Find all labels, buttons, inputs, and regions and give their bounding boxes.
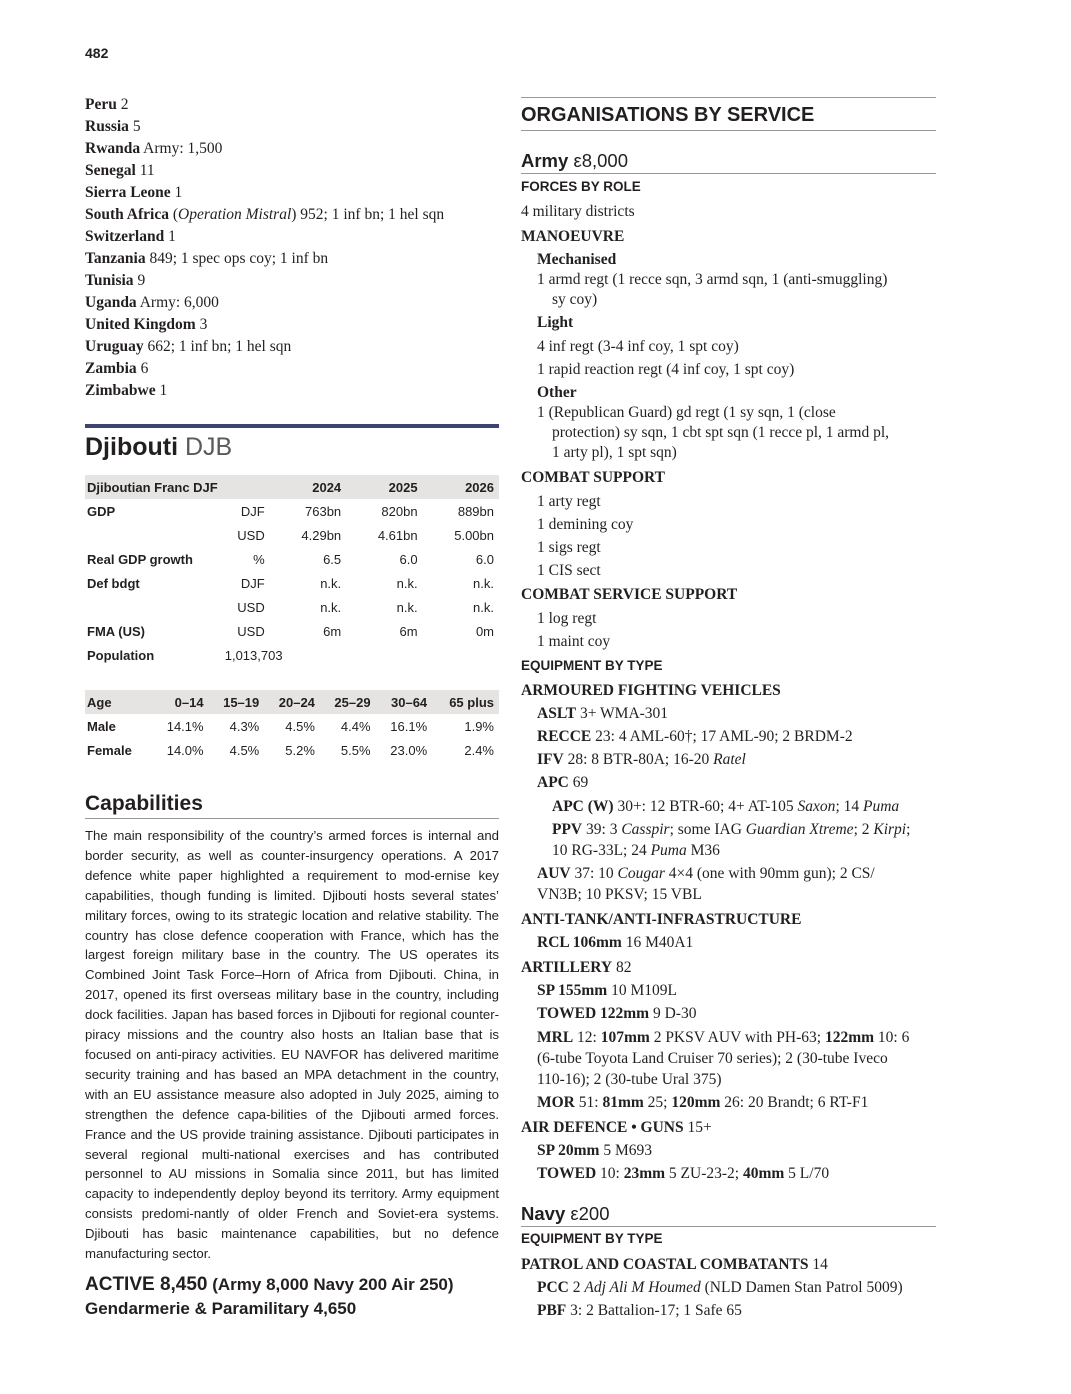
table-cell: n.k. [473, 599, 494, 615]
country-list-item: Peru 2 [85, 96, 129, 113]
army-rule [521, 173, 936, 174]
table-row [85, 523, 499, 547]
org-heading-rule-bottom [521, 130, 936, 131]
table-cell: 4.5% [285, 718, 315, 734]
pcc-line: PCC 2 Adj Ali M Houmed (NLD Damen Stan Patrol 5009) [537, 1279, 903, 1296]
capabilities-rule [85, 818, 499, 819]
table-row [85, 595, 499, 619]
table-cell: n.k. [473, 575, 494, 591]
table-cell: 6.0 [399, 551, 418, 567]
table-cell: 2026 [423, 475, 499, 499]
table-cell: 6m [399, 623, 418, 639]
other-line-2: protection) sy sqn, 1 cbt spt sqn (1 recce pl, 1 armd pl, [552, 424, 890, 441]
table-cell: 16.1% [390, 718, 428, 734]
other-line-3: 1 arty pl), 1 spt sqn) [552, 444, 677, 461]
country-name: Djibouti [85, 433, 179, 461]
active-detail: (Army 8,000 Navy 200 Air 250) [207, 1275, 454, 1294]
table-cell: 4.29bn [301, 527, 342, 543]
table-cell: n.k. [396, 599, 418, 615]
country-list-item: Sierra Leone 1 [85, 184, 183, 201]
mechanised-label: Mechanised [537, 251, 617, 268]
country-list-item: Switzerland 1 [85, 228, 176, 245]
table-cell: 4.4% [340, 718, 371, 734]
table-cell: 4.5% [229, 742, 260, 758]
other-line-1: 1 (Republican Guard) gd regt (1 sy sqn, 1 (close [537, 404, 836, 421]
table-cell: 6.0 [475, 551, 494, 567]
css-item: 1 log regt [537, 610, 597, 627]
country-list-item: Zambia 6 [85, 360, 149, 377]
org-heading-rule-top [521, 97, 936, 98]
country-list-item: Russia 5 [85, 118, 141, 135]
mechanised-line-1: 1 armd regt (1 recce sqn, 3 armd sqn, 1 (anti-smuggling) [537, 271, 888, 288]
active-label: ACTIVE 8,450 [85, 1274, 208, 1295]
table-cell: 6m [323, 623, 342, 639]
at-label: ANTI-TANK/ANTI-INFRASTRUCTURE [521, 911, 802, 928]
combat-support-label: COMBAT SUPPORT [521, 469, 665, 486]
country-list-item: Tunisia 9 [85, 272, 146, 289]
table-row [85, 619, 499, 643]
country-list-item: Tanzania 849; 1 spec ops coy; 1 inf bn [85, 250, 329, 267]
ad-towed-line: TOWED 10: 23mm 5 ZU-23-2; 40mm 5 L/70 [537, 1165, 830, 1182]
table-cell: 820bn [381, 503, 418, 519]
paramilitary-line: Gendarmerie & Paramilitary 4,650 [85, 1299, 357, 1318]
table-cell: n.k. [320, 599, 342, 615]
table-cell: 2.4% [464, 742, 494, 758]
mechanised-line-2: sy coy) [552, 291, 598, 308]
recce-line: RECCE 23: 4 AML-60†; 17 AML-90; 2 BRDM-2 [537, 728, 853, 745]
pbf-line: PBF 3: 2 Battalion-17; 1 Safe 65 [537, 1302, 742, 1319]
cs-item: 1 sigs regt [537, 539, 601, 556]
pcc-heading-line: PATROL AND COASTAL COMBATANTS 14 [521, 1256, 828, 1273]
mrl-line-1: MRL 12: 107mm 2 PKSV AUV with PH-63; 122mm 10: 6 [537, 1029, 910, 1046]
auv-line-1: AUV 37: 10 Cougar 4×4 (one with 90mm gun); 2 CS/ [537, 865, 875, 882]
table-row [85, 547, 499, 571]
navy-name: Navy [521, 1203, 566, 1224]
css-item: 1 maint coy [537, 633, 611, 650]
table-cell: USD [237, 527, 265, 543]
country-list-item: United Kingdom 3 [85, 316, 208, 333]
table-cell: DJF [240, 575, 265, 591]
cs-item: 1 arty regt [537, 493, 601, 510]
table-cell: Djiboutian Franc DJF [85, 475, 223, 499]
country-title-rule [85, 424, 499, 428]
table-cell: 2024 [270, 475, 346, 499]
org-heading: ORGANISATIONS BY SERVICE [521, 104, 815, 126]
deployment-country-list [85, 94, 499, 402]
capabilities-text: The main responsibility of the country’s armed forces is internal and border security, as well as counter-insurgency operations. A 2017 defence white paper highlighted a requirement to mod-ernise key capabilities, though funding is limited. Djibouti hosts several states’ military forces, owing to its strategic location and relative stability. The country has close defence cooperation with France, which has the largest foreign military base in the country. The US operates its Combined Joint Task Force–Horn of Africa from Djibouti. China, in 2017, opened its first overseas military base in the country, including dock facilities. Japan has based forces in Djibouti for regional counter-piracy missions and the country also hosts an Italian base that is focused on anti-piracy activities. EU NAVFOR has delivered maritime security training and has based an MPA detachment in the country, with an EU assistance measure also adopted in July 2025, aiming to strengthen the defence capa-bilities of the Djibouti armed forces. France and the US provide training assistance. Djibouti participates in several regional multi-national exercises and has contributed personnel to AU missions in Somalia since 2011, but has limited capacity to independently deploy beyond its territory. Army equipment consists predomi-nantly of older French and Soviet-era systems. Djibouti has basic maintenance capabilities, but no defence manufacturing sector. [85, 828, 499, 1262]
country-list-item: Uruguay 662; 1 inf bn; 1 hel sqn [85, 338, 292, 355]
table-cell: 889bn [457, 503, 494, 519]
army-heading [521, 149, 628, 173]
army-name: Army [521, 150, 569, 171]
other-label: Other [537, 384, 577, 401]
population-value: 1,013,703 [224, 647, 283, 663]
table-cell: n.k. [320, 575, 342, 591]
army-size: ε8,000 [568, 150, 628, 171]
table-cell: 4.3% [229, 718, 260, 734]
country-title [85, 431, 232, 463]
table-cell: 4.61bn [377, 527, 418, 543]
table-cell [223, 475, 270, 499]
light-line-1: 4 inf regt (3-4 inf coy, 1 spt coy) [537, 338, 739, 355]
table-row [85, 499, 499, 523]
table-cell: 2025 [346, 475, 422, 499]
army-equipment-label: EQUIPMENT BY TYPE [521, 658, 663, 673]
table-cell: 15–19 [209, 690, 265, 714]
table-cell: GDP [87, 503, 116, 519]
table-cell: n.k. [396, 575, 418, 591]
forces-by-role-label: FORCES BY ROLE [521, 179, 641, 194]
table-cell: % [253, 551, 265, 567]
economics-table [85, 475, 499, 667]
capabilities-heading: Capabilities [85, 792, 203, 815]
table-header-row [85, 690, 499, 714]
aslt-line: ASLT 3+ WMA-301 [537, 705, 669, 722]
table-cell: 14.1% [166, 718, 204, 734]
table-cell: 25–29 [320, 690, 376, 714]
rcl-line: RCL 106mm 16 M40A1 [537, 934, 694, 951]
apc-line: APC 69 [537, 774, 589, 791]
country-list-item: Zimbabwe 1 [85, 382, 168, 399]
table-cell: 0–14 [152, 690, 209, 714]
table-cell: DJF [240, 503, 265, 519]
mrl-line-2: (6-tube Toyota Land Cruiser 70 series); 2 (30-tube Iveco [537, 1050, 888, 1067]
table-cell: Age [85, 690, 152, 714]
table-row [85, 571, 499, 595]
navy-rule [521, 1226, 936, 1227]
table-cell: 6.5 [323, 551, 342, 567]
table-cell: 5.5% [340, 742, 371, 758]
table-cell: FMA (US) [87, 623, 146, 639]
country-code: DJB [184, 433, 233, 461]
afv-label: ARMOURED FIGHTING VEHICLES [521, 682, 781, 699]
ifv-line: IFV 28: 8 BTR-80A; 16-20 Ratel [537, 751, 746, 768]
table-cell: 5.00bn [454, 527, 494, 543]
table-cell: 5.2% [285, 742, 315, 758]
manoeuvre-label: MANOEUVRE [521, 228, 625, 245]
table-cell: USD [237, 623, 265, 639]
table-row [85, 714, 499, 738]
air-defence-line: AIR DEFENCE • GUNS 15+ [521, 1119, 712, 1136]
table-cell [85, 595, 223, 619]
artillery-line: ARTILLERY 82 [521, 959, 632, 976]
auv-line-2: VN3B; 10 PKSV; 15 VBL [537, 886, 702, 903]
towed-line: TOWED 122mm 9 D-30 [537, 1005, 697, 1022]
table-header-row [85, 475, 499, 499]
apcw-line: APC (W) 30+: 12 BTR-60; 4+ AT-105 Saxon; 14 Puma [552, 798, 900, 815]
navy-equipment-label: EQUIPMENT BY TYPE [521, 1231, 663, 1246]
country-list-item: South Africa (Operation Mistral) 952; 1 inf bn; 1 hel sqn [85, 206, 445, 223]
population-row [85, 643, 499, 667]
ad-sp-line: SP 20mm 5 M693 [537, 1142, 652, 1159]
table-cell: 14.0% [166, 742, 204, 758]
table-row [85, 738, 499, 762]
age-table [85, 690, 499, 762]
sp-line: SP 155mm 10 M109L [537, 982, 677, 999]
page-number: 482 [85, 45, 109, 61]
table-cell: Female [87, 742, 132, 758]
table-cell: 763bn [305, 503, 342, 519]
table-cell: 65 plus [432, 690, 499, 714]
population-label: Population [87, 647, 155, 663]
mrl-line-3: 110-16); 2 (30-tube Ural 375) [537, 1071, 722, 1088]
table-cell: 1.9% [464, 718, 494, 734]
table-cell: 23.0% [390, 742, 428, 758]
css-label: COMBAT SERVICE SUPPORT [521, 586, 738, 603]
country-list-item: Rwanda Army: 1,500 [85, 140, 223, 157]
table-cell: Def bdgt [87, 575, 140, 591]
table-cell: Real GDP growth [87, 551, 193, 567]
mor-line: MOR 51: 81mm 25; 120mm 26: 20 Brandt; 6 RT-F1 [537, 1094, 869, 1111]
country-list-item: Uganda Army: 6,000 [85, 294, 219, 311]
active-strength [85, 1273, 454, 1321]
ppv-line-2: 10 RG-33L; 24 Puma M36 [552, 842, 720, 859]
navy-size: ε200 [565, 1203, 610, 1224]
table-cell: 30–64 [376, 690, 433, 714]
table-cell: Male [87, 718, 116, 734]
cs-item: 1 CIS sect [537, 562, 601, 579]
table-cell: 0m [475, 623, 494, 639]
cs-item: 1 demining coy [537, 516, 634, 533]
table-cell: USD [237, 599, 265, 615]
ppv-line-1: PPV 39: 3 Casspir; some IAG Guardian Xtreme; 2 Kirpi; [552, 821, 911, 838]
table-cell [85, 523, 223, 547]
table-cell: 20–24 [264, 690, 320, 714]
navy-heading [521, 1202, 610, 1226]
country-list-item: Senegal 11 [85, 162, 155, 179]
light-label: Light [537, 314, 574, 331]
light-line-2: 1 rapid reaction regt (4 inf coy, 1 spt coy) [537, 361, 795, 378]
districts-line: 4 military districts [521, 203, 635, 220]
